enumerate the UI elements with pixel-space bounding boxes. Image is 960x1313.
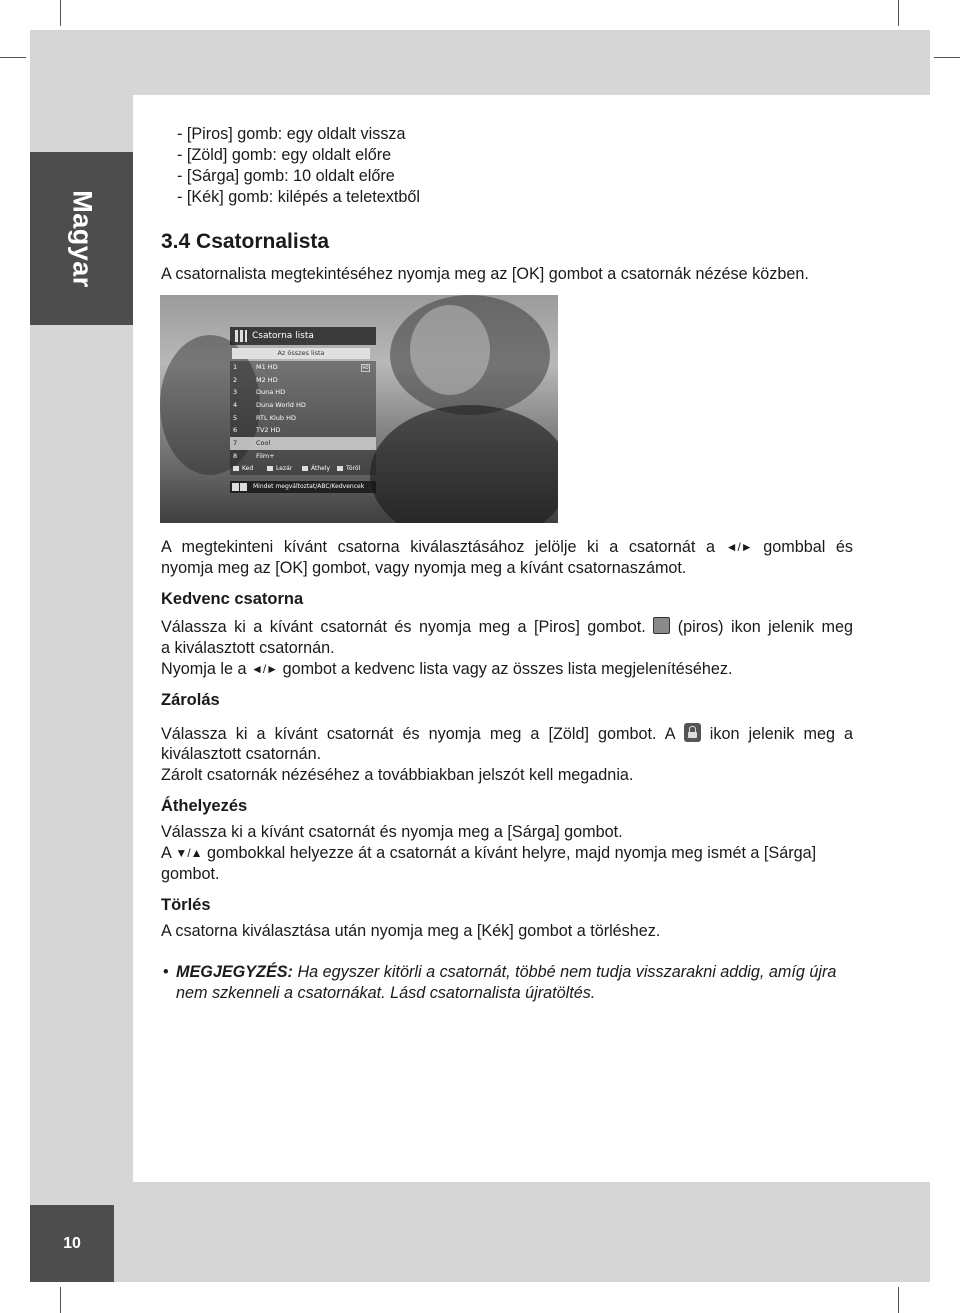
note: nem szkenneli a csatornákat. Lásd csatornalista újratöltés.: [176, 984, 596, 1002]
paragraph: a kiválasztott csatornán.: [161, 639, 335, 657]
section-title: 3.4 Csatornalista: [161, 230, 330, 253]
crop-mark: [898, 1287, 899, 1313]
channel-row[interactable]: 3 Duna HD: [233, 388, 286, 397]
left-right-arrow-icon: ◄/►: [250, 662, 279, 676]
crop-mark: [934, 57, 960, 58]
key-delete[interactable]: Töröl: [337, 463, 360, 475]
page-number: 10: [30, 1205, 114, 1282]
channel-row[interactable]: 1 M1 HD HD: [233, 363, 369, 371]
key-move[interactable]: Áthely: [302, 463, 330, 475]
note: MEGJEGYZÉS: Ha egyszer kitörli a csatornát, többé nem tudja visszarakni addig, amíg újra: [176, 963, 837, 981]
section-intro: A csatornalista megtekintéséhez nyomja meg az [OK] gombot a csatornák nézése közben.: [161, 265, 809, 283]
paragraph: Zárolt csatornák nézéséhez a továbbiakban jelszót kell megadnia.: [161, 766, 634, 784]
language-tab: [30, 152, 133, 325]
paragraph: kiválasztott csatornán.: [161, 745, 322, 763]
footer-band: [30, 1182, 930, 1282]
channel-list-menu: [230, 327, 376, 497]
hd-badge-icon: HD: [362, 365, 369, 370]
menu-footer: Mindet megváltoztat/ABC/Kedvencek: [230, 481, 376, 493]
paragraph: gombot.: [161, 865, 220, 883]
menu-title: Csatorna lista: [252, 331, 314, 341]
channel-list: [230, 361, 376, 463]
channel-row[interactable]: 6 TV2 HD: [233, 426, 281, 435]
channel-row[interactable]: 2 M2 HD: [233, 375, 278, 384]
lock-icon: [684, 723, 701, 742]
key-lock[interactable]: Lezár: [267, 463, 292, 475]
left-right-arrows-icon: [232, 483, 248, 491]
crop-mark: [60, 1287, 61, 1313]
list-selector[interactable]: Az összes lista: [232, 348, 370, 359]
key-fav[interactable]: Ked: [233, 463, 253, 475]
channel-list-screenshot: [160, 295, 558, 523]
language-label: Magyar: [67, 189, 97, 288]
paragraph: A ▼/▲ gombokkal helyezze át a csatornát a kívánt helyre, majd nyomja meg ismét a [Sárga]: [161, 844, 817, 862]
note-label: MEGJEGYZÉS:: [176, 963, 293, 981]
crop-mark: [0, 57, 26, 58]
channel-row[interactable]: 5 RTL Klub HD: [233, 413, 296, 422]
list-item: - [Zöld] gomb: egy oldalt előre: [177, 146, 392, 164]
paragraph: A csatorna kiválasztása után nyomja meg a [Kék] gombot a törléshez.: [161, 922, 661, 940]
crop-mark: [60, 0, 61, 26]
left-right-arrow-icon: ◄/►: [725, 540, 753, 554]
paragraph: Válassza ki a kívánt csatornát és nyomja meg a [Piros] gombot. (piros) ikon jelenik meg: [161, 618, 853, 636]
paragraph: Válassza ki a kívánt csatornát és nyomja meg a [Zöld] gombot. A ikon jelenik meg a: [161, 725, 854, 743]
favorite-icon: [653, 617, 670, 634]
list-item: - [Kék] gomb: kilépés a teletextből: [177, 188, 420, 206]
paragraph: Válassza ki a kívánt csatornát és nyomja meg a [Sárga] gombot.: [161, 823, 623, 841]
paragraph: nyomja meg az [OK] gombot, vagy nyomja meg a kívánt csatornaszámot.: [161, 559, 687, 577]
down-up-arrow-icon: ▼/▲: [175, 846, 203, 860]
paragraph: Nyomja le a ◄/► gombot a kedvenc lista vagy az összes lista megjelenítéséhez.: [161, 660, 733, 678]
note-bullet: •: [163, 963, 169, 981]
channel-row[interactable]: 4 Duna World HD: [233, 401, 306, 410]
paragraph: A megtekinteni kívánt csatorna kiválasztásához jelölje ki a csatornát a ◄/► gombbal és: [161, 538, 854, 556]
channel-row[interactable]: 8 Film+: [233, 451, 275, 460]
heading-favorite: Kedvenc csatorna: [161, 590, 304, 608]
channel-row-selected[interactable]: 7 Cool: [230, 437, 376, 450]
list-icon: [235, 330, 247, 342]
list-item: - [Sárga] gomb: 10 oldalt előre: [177, 167, 395, 185]
color-key-legend: [230, 463, 376, 475]
heading-lock: Zárolás: [161, 691, 220, 709]
heading-delete: Törlés: [161, 896, 211, 914]
crop-mark: [898, 0, 899, 26]
list-item: - [Piros] gomb: egy oldalt vissza: [177, 125, 406, 143]
heading-move: Áthelyezés: [161, 797, 248, 815]
